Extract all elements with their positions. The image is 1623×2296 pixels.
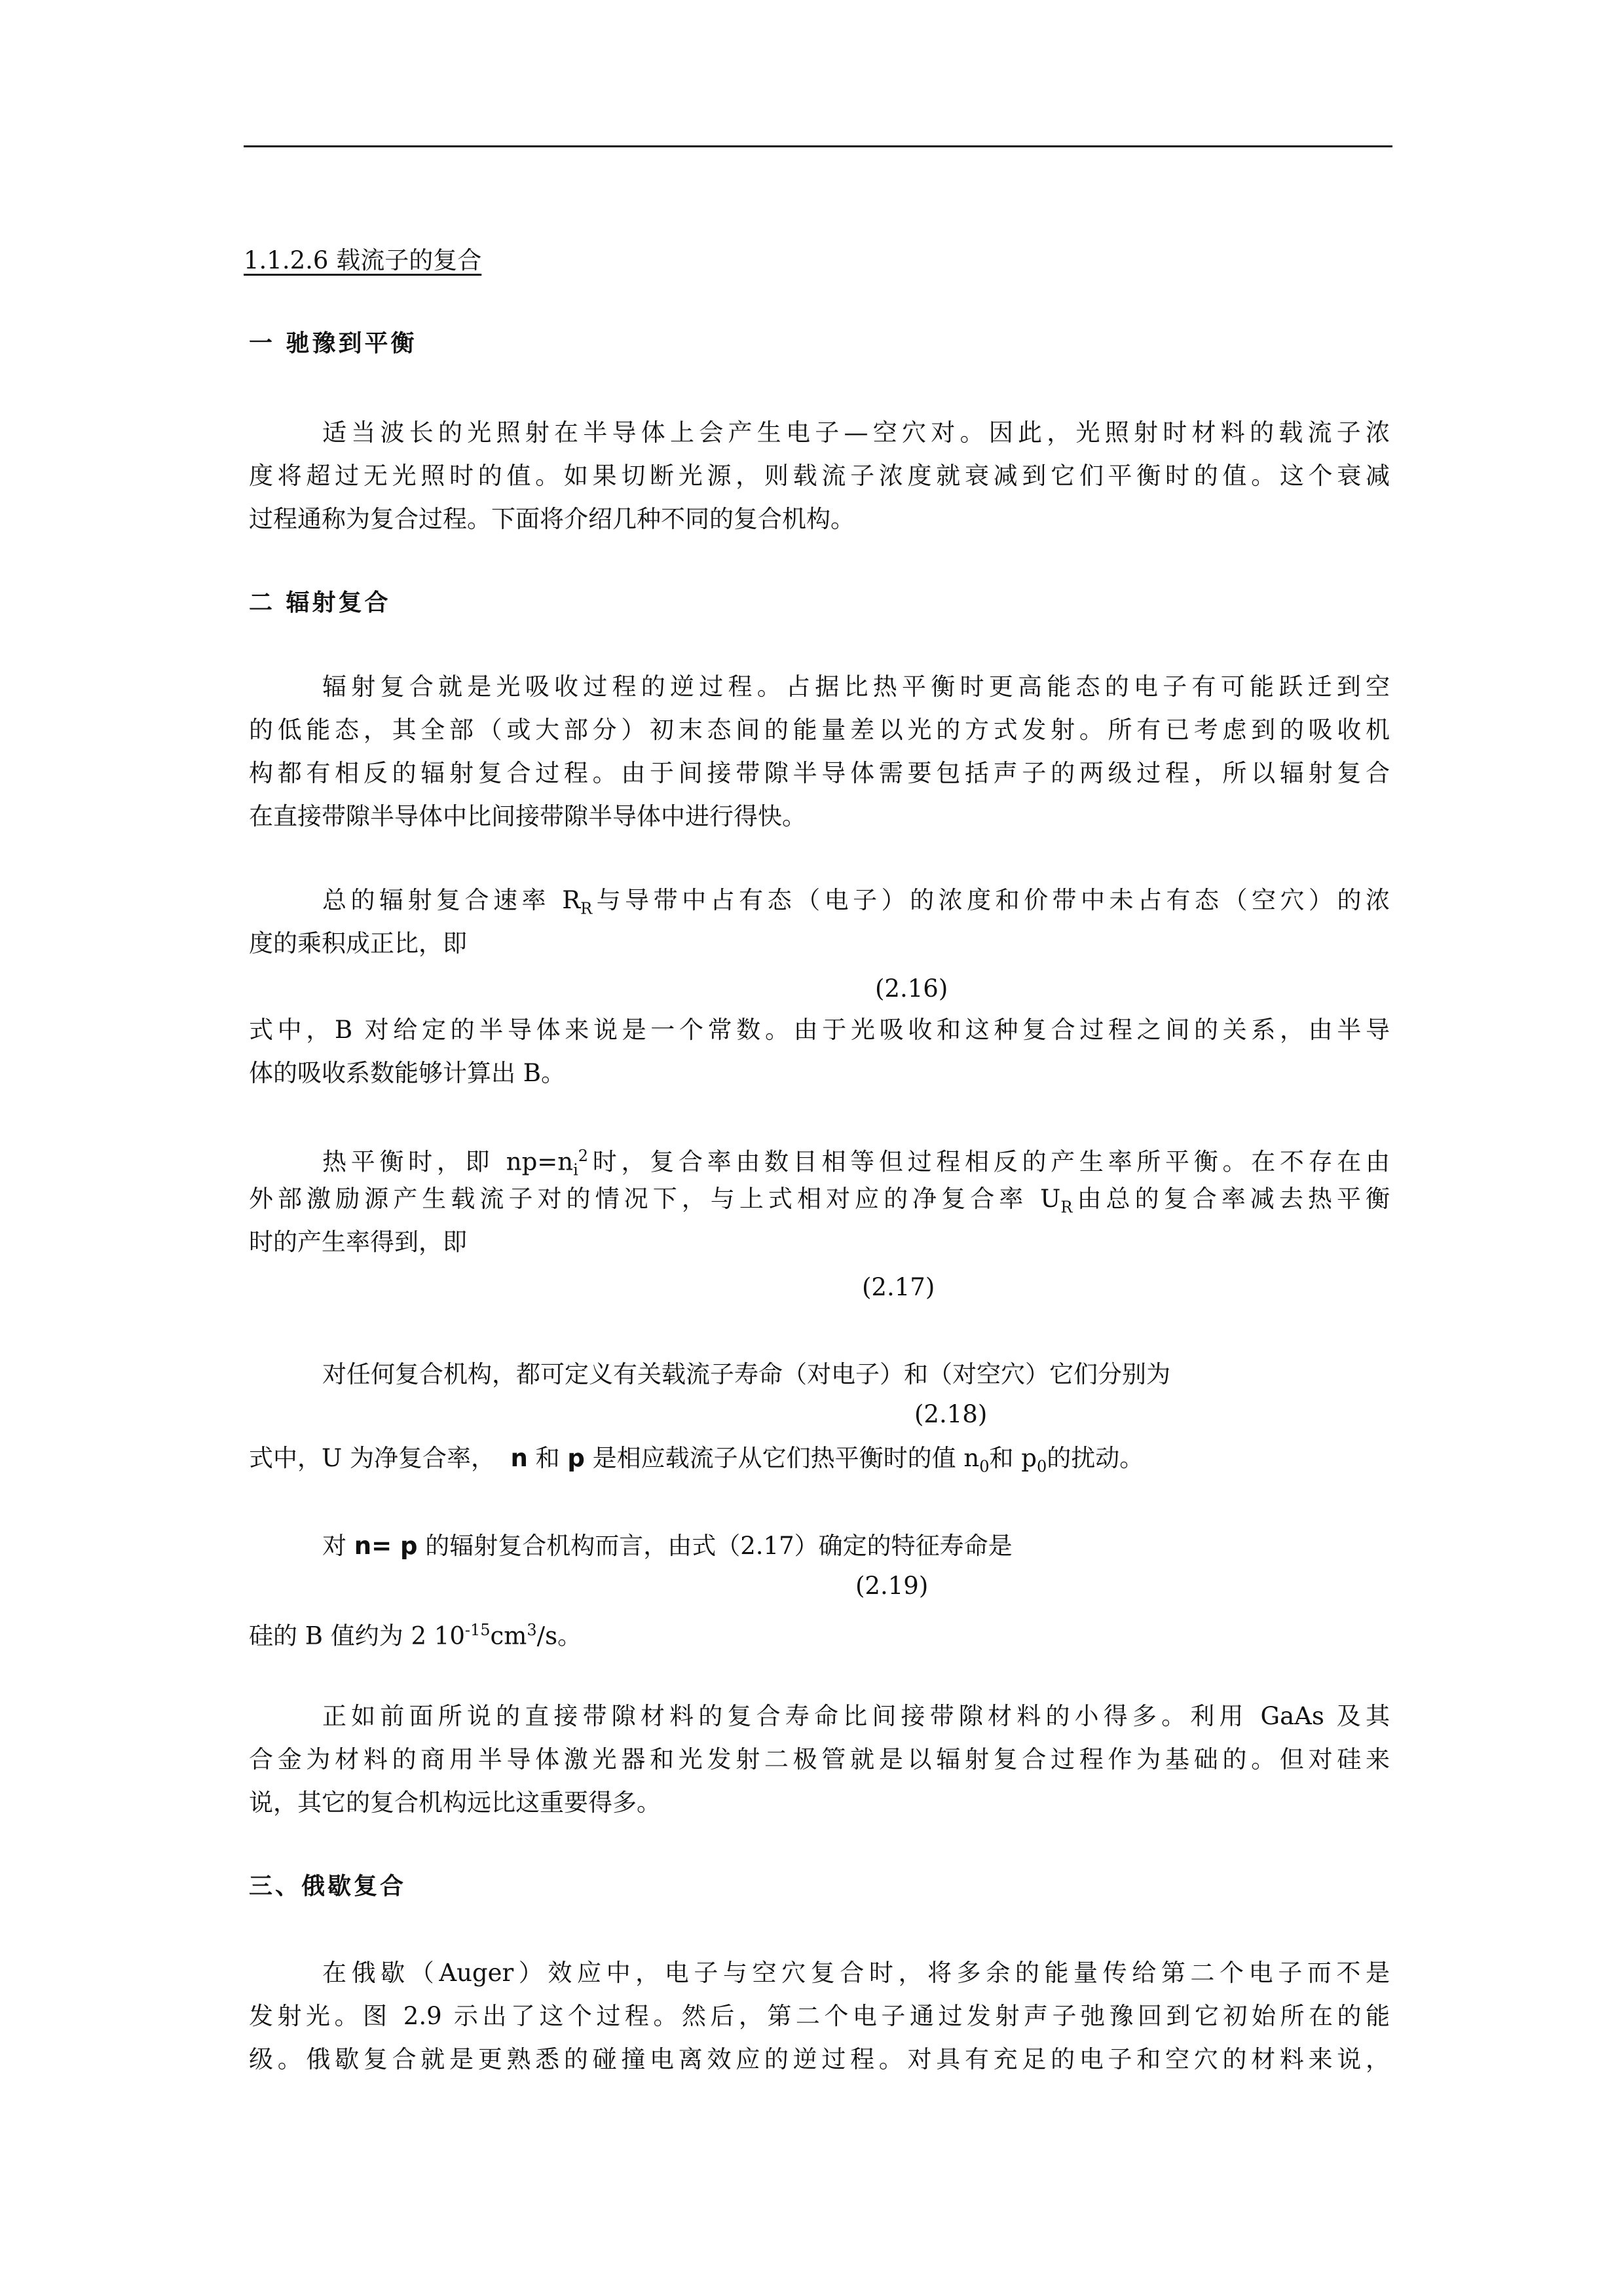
equation-number-2-19: (2.19) — [855, 1572, 929, 1600]
text-line: 体的吸收系数能够计算出 B。 — [249, 1059, 565, 1087]
text-line: 在俄歇（Auger）效应中，电子与空穴复合时，将多余的能量传给第二个电子而不是 — [322, 1959, 1390, 1987]
text-line: 对 n= p 的辐射复合机构而言，由式（2.17）确定的特征寿命是 — [322, 1532, 1013, 1560]
text-line: 时的产生率得到，即 — [249, 1228, 467, 1256]
text-line: 辐射复合就是光吸收过程的逆过程。占据比热平衡时更高能态的电子有可能跃迁到空 — [322, 673, 1390, 701]
heading-relaxation: 一 驰豫到平衡 — [249, 329, 417, 357]
paragraph-1 — [249, 411, 1390, 541]
header-rule — [244, 145, 1392, 147]
text-line: 对任何复合机构，都可定义有关载流子寿命（对电子）和（对空穴）它们分别为 — [322, 1360, 1170, 1388]
equation-number-2-16: (2.16) — [875, 974, 948, 1003]
text-line: 硅的 B 值约为 2 $10^{-15}cm^3/s$。 — [249, 1621, 582, 1650]
heading-radiative: 二 辐射复合 — [249, 589, 391, 616]
equation-number-2-18: (2.18) — [914, 1400, 988, 1428]
text-line: 外部激励源产生载流子对的情况下，与上式相对应的净复合率 $U_R$由总的复合率减去热平衡 — [249, 1185, 1390, 1217]
text-line: 式中，B 对给定的半导体来说是一个常数。由于光吸收和这种复合过程之间的关系，由半导 — [249, 1016, 1390, 1044]
paragraph-9 — [249, 1608, 1390, 1652]
paragraph-4 — [249, 1009, 1390, 1095]
text-line: 说，其它的复合机构远比这重要得多。 — [249, 1788, 661, 1817]
text-line: 总的辐射复合速率 $R_R$与导带中占有态（电子）的浓度和价带中未占有态（空穴）的浓 — [322, 886, 1390, 918]
text-line: 构都有相反的辐射复合过程。由于间接带隙半导体需要包括声子的两级过程，所以辐射复合 — [249, 759, 1390, 787]
text-line: 合金为材料的商用半导体激光器和光发射二极管就是以辐射复合过程作为基础的。但对硅来 — [249, 1745, 1390, 1773]
text-line: 式中，U 为净复合率， n 和 p 是相应载流子从它们热平衡时的值 $n_0$和 $p_0$的扰动。 — [249, 1444, 1144, 1476]
text-line: 热平衡时，即 $np=n_i^2$时，复合率由数目相等但过程相反的产生率所平衡。在不存在由 — [322, 1147, 1390, 1179]
text-line: 发射光。图 2.9 示出了这个过程。然后，第二个电子通过发射声子弛豫回到它初始所在的能 — [249, 2002, 1390, 2030]
paragraph-8 — [249, 1525, 1390, 1568]
text-line: 度的乘积成正比，即 — [249, 929, 467, 957]
equation-number-2-17: (2.17) — [862, 1273, 935, 1301]
text-line: 度将超过无光照时的值。如果切断光源，则载流子浓度就衰减到它们平衡时的值。这个衰减 — [249, 462, 1390, 490]
paragraph-3 — [249, 879, 1390, 965]
paragraph-11 — [249, 1952, 1390, 2081]
heading-auger: 三、俄歇复合 — [249, 1872, 407, 1900]
text-line: 正如前面所说的直接带隙材料的复合寿命比间接带隙材料的小得多。利用 GaAs 及其 — [322, 1702, 1390, 1730]
paragraph-2 — [249, 665, 1390, 838]
text-line: 的低能态，其全部（或大部分）初末态间的能量差以光的方式发射。所有已考虑到的吸收机 — [249, 716, 1390, 744]
text-line: 级。俄歇复合就是更熟悉的碰撞电离效应的逆过程。对具有充足的电子和空穴的材料来说， — [249, 2045, 1390, 2073]
text-line: 过程通称为复合过程。下面将介绍几种不同的复合机构。 — [249, 505, 855, 533]
text-line: 在直接带隙半导体中比间接带隙半导体中进行得快。 — [249, 802, 806, 830]
section-title: 1.1.2.6 载流子的复合 — [244, 246, 482, 274]
paragraph-7 — [249, 1437, 1390, 1480]
paragraph-10 — [249, 1695, 1390, 1824]
paragraph-5 — [249, 1134, 1390, 1264]
paragraph-6 — [249, 1353, 1390, 1396]
text-line: 适当波长的光照射在半导体上会产生电子—空穴对。因此，光照射时材料的载流子浓 — [322, 418, 1390, 447]
